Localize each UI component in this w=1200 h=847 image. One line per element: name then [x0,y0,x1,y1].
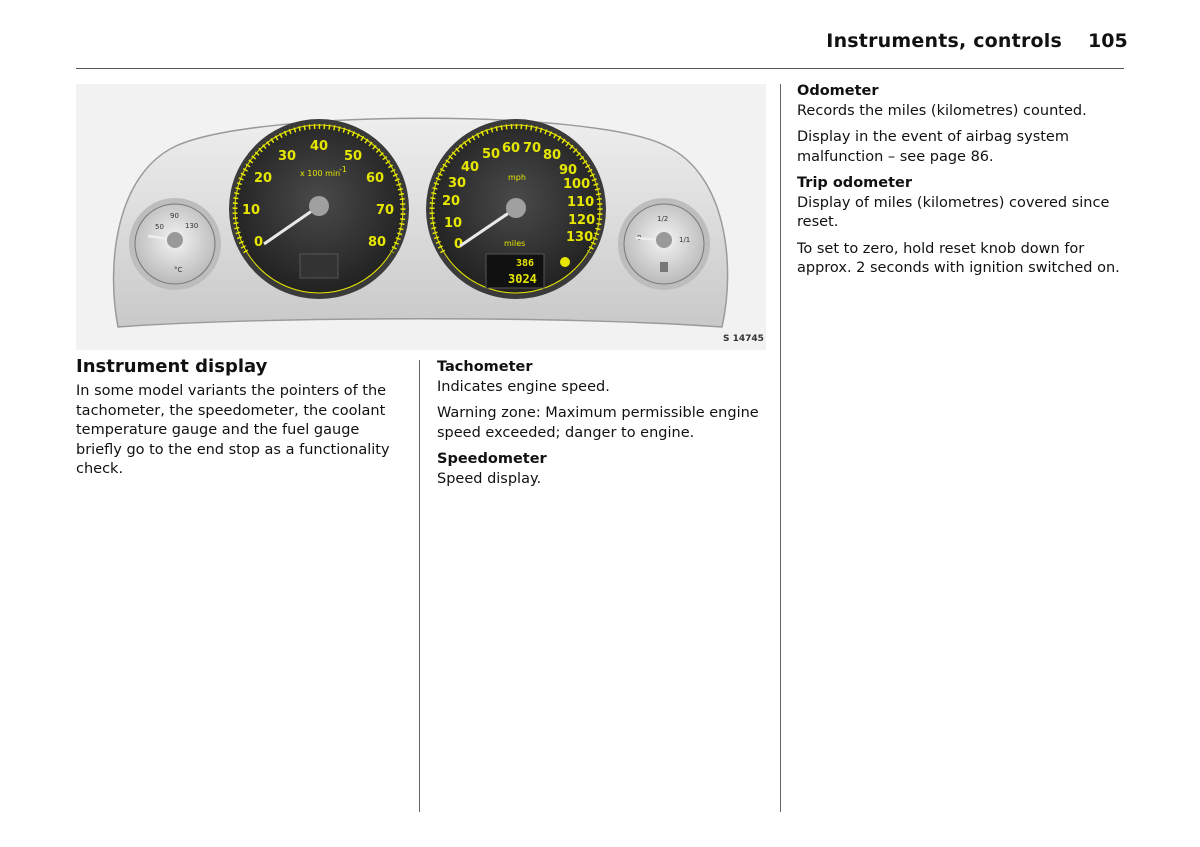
speed-scale-50: 50 [482,147,501,162]
column-divider-2 [780,84,781,812]
fuel-scale-half: 1/2 [657,215,669,223]
tachometer [229,119,409,299]
odometer-heading: Odometer [797,83,879,99]
odometer-text: Records the miles (kilometres) counted. [797,102,1087,119]
tacho-unit: x 100 min [300,169,341,178]
left-column [76,382,406,487]
speedometer-heading: Speedometer [437,451,547,467]
page-header-title: Instruments, controls [826,30,1062,52]
coolant-unit: °C [174,266,183,274]
tacho-scale-30: 30 [278,149,297,164]
odometer-display: 3024 [508,272,537,286]
speed-scale-100: 100 [563,177,591,192]
speed-scale-60: 60 [502,141,521,156]
coolant-scale-high: 130 [185,222,199,230]
tacho-scale-70: 70 [376,203,395,218]
speed-scale-10: 10 [444,216,463,231]
column-divider-1 [419,360,420,812]
speedometer-text: Speed display. [437,470,542,487]
speed-unit: mph [508,173,526,182]
speed-scale-120: 120 [568,213,596,228]
reset-instruction-text: To set to zero, hold reset knob down for approx. 2 seconds with ignition switched on. [797,240,1120,276]
coolant-scale-mid: 90 [170,212,179,220]
speed-scale-90: 90 [559,163,578,178]
tacho-scale-0: 0 [254,235,264,250]
header-rule [76,68,1124,69]
warning-zone-text: Warning zone: Maximum permissible engine speed exceeded; danger to engine. [437,405,759,441]
instrument-cluster-illustration [76,84,766,350]
tacho-scale-60: 60 [366,171,385,186]
speed-scale-30: 30 [448,176,467,191]
trip-odometer-text: Display of miles (kilometres) covered since reset. [797,194,1110,230]
functionality-check-text: In some model variants the pointers of the tachometer, the speedometer, the coolant temperature gauge and the fuel gauge briefly go to the end stop as a functionality check. [76,383,390,477]
speed-scale-80: 80 [543,148,562,163]
right-column [797,82,1125,286]
coolant-gauge [129,198,221,290]
page-number: 105 [1088,30,1128,52]
tacho-scale-40: 40 [310,139,329,154]
instrument-cluster-figure [76,84,766,350]
speed-scale-40: 40 [461,160,480,175]
fuel-pump-icon [660,262,668,272]
speed-scale-0: 0 [454,237,464,252]
trip-display: 386 [516,258,535,269]
tacho-unit-exponent: -1 [339,165,347,174]
section-title: Instrument display [76,356,268,377]
tachometer-text: Indicates engine speed. [437,378,610,395]
speed-scale-110: 110 [567,195,595,210]
coolant-scale-low: 50 [155,223,164,231]
tacho-scale-50: 50 [344,149,363,164]
tacho-scale-20: 20 [254,171,273,186]
speed-scale-130: 130 [566,230,594,245]
reset-knob [560,257,570,267]
tacho-scale-80: 80 [368,235,387,250]
airbag-malfunction-text: Display in the event of airbag system malfunction – see page 86. [797,129,1069,165]
distance-unit: miles [504,239,526,248]
speed-scale-20: 20 [442,194,461,209]
figure-code: S 14745 [723,334,764,344]
fuel-gauge [618,198,710,290]
tacho-scale-10: 10 [242,203,261,218]
speed-scale-70: 70 [523,141,542,156]
speedometer [426,119,606,299]
fuel-scale-full: 1/1 [679,236,691,244]
middle-column [437,358,767,496]
trip-odometer-heading: Trip odometer [797,175,913,191]
tachometer-heading: Tachometer [437,359,533,375]
